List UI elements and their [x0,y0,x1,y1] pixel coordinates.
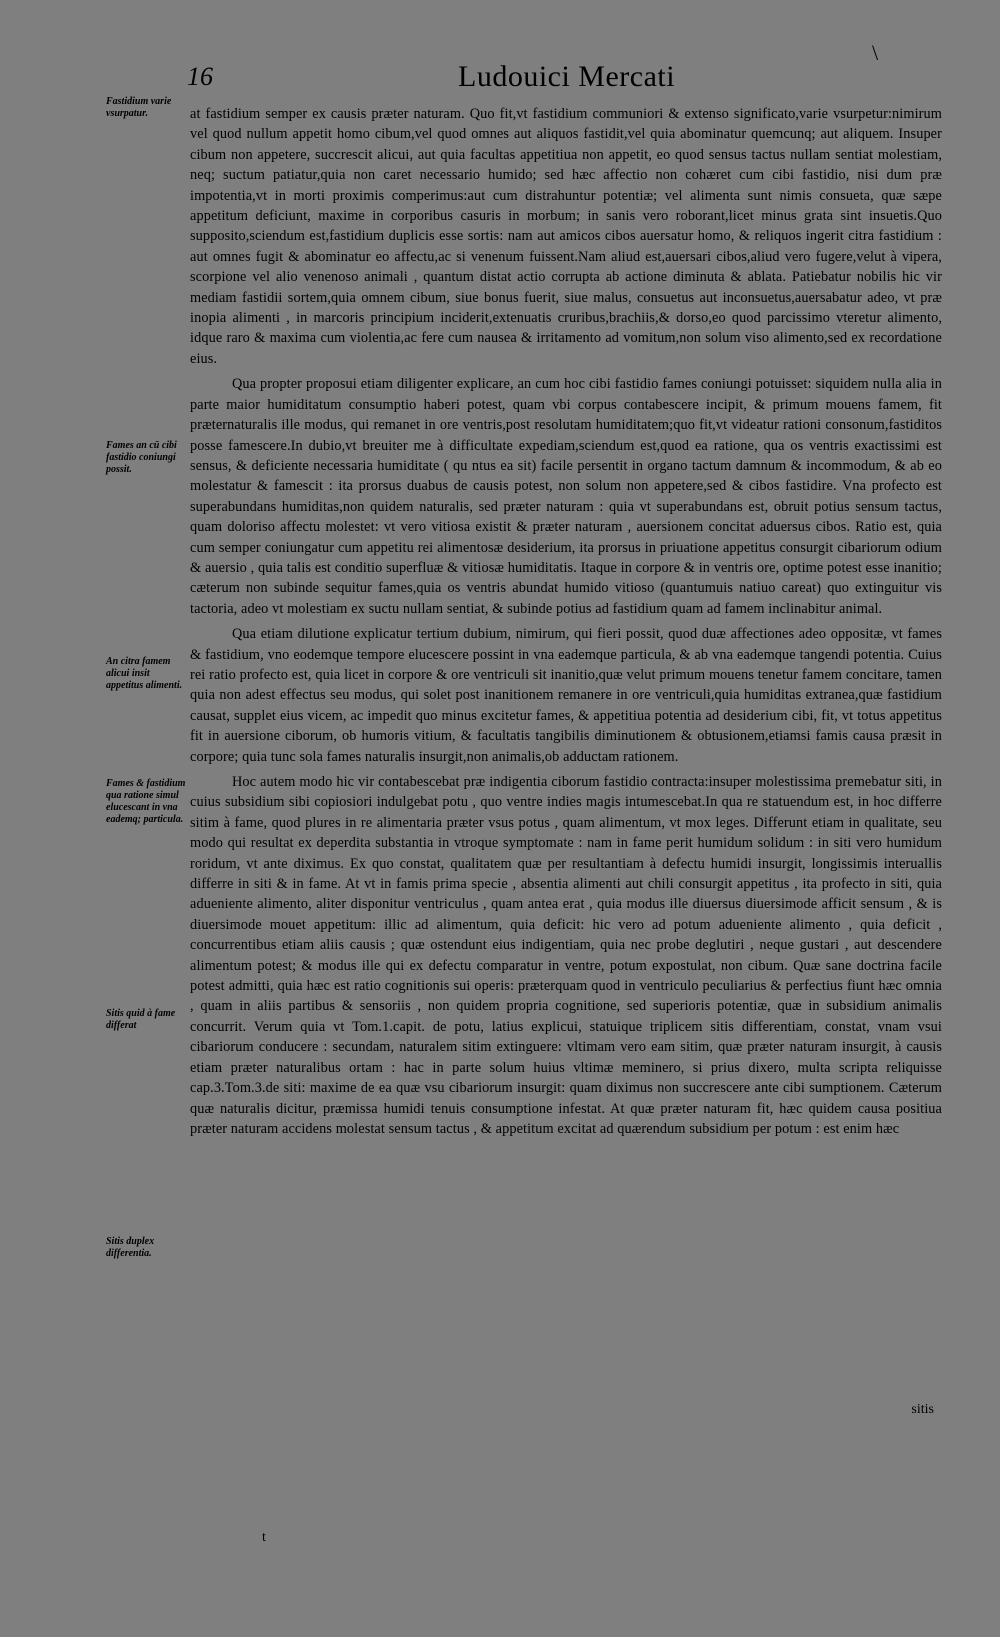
catchword: sitis [911,1402,934,1417]
page-number: 16 [187,62,213,91]
marginal-note: Fames & fastidium qua ratione simul elucescant in vna eademq; particula. [106,778,186,825]
marginal-note: Fastidium varie vsurpatur. [106,96,172,119]
paragraph: Qua propter proposui etiam diligenter explicare, an cum hoc cibi fastidio fames coniungi potuisset: siquidem nulla alia in parte maior humiditatum consumptio haberi potest, quam vbi corpus contabescere incipit, & primum mouens famem, fit præternaturalis ille modus, qui remanet in ore ventris,post resolutam humiditatem;quo fit,vt videatur rationi consonum,fastiditos posse famescere.In dubio,vt breuiter me à difficultate expediam,sciendum est,quod ea ratione, qua os ventris exactissimi est sensus, & deficiente necessaria humiditate ( qu ntus ea sit) facile persentit in organo tactum damnum & incommodum, & ab eo molestatur & famescit : ita prorsus duabus de causis potest, non solum non appetere,sed & cibos fastidire. Vna profecto est superabundans humiditas,non quidem naturalis, sed præter naturam : quia vt superabundans est, obruit potius sensum tactus, quam doloriso affectu molestet: vt vero vitiosa existit & præter naturam , auersionem concitat aduersus cibos. Ratio est, quia cum semper coniungatur cum appetitu rei alimentosæ desiderium, ita prorsus in priuatione appetitus consurgit cibariorum odium & auersio , quia talis est conditio superfluæ & vitiosæ humiditatis. Itaque in corpore & in ventris ore, optime potest esse inanitio; cæterum non subinde sequitur fames,quia os ventris abundat humido vitioso (quantumuis natiuo careat) quo extinguitur vis tactoria, adeo vt molestiam ex suctu nullam sentiat, & subinde potius ad fastidium quam ad famem inclinabitur animal. [190,376,942,617]
running-head: Ludouici Mercati [458,60,676,93]
marginal-note: Sitis duplex differentia. [106,1236,155,1259]
main-text [190,104,942,1139]
paragraph: Hoc autem modo hic vir contabescebat præ indigentia ciborum fastidio contracta:insuper molestissima premebatur siti, in cuius subsidium sibi copiosiori indulgebat potu , quo ventre indies magis intumescebat.In qua re statuendum est, in hoc differre sitim à fame, quod plures in re alimentaria præter vsus potus , quam alimentum, vt mox leges. Differunt etiam in qualitate, seu modo qui resultat ex deperdita substantia in vtroque symptomate : nam in fame perit humidum solidum : in siti vero humidum roridum, vt ante diximus. Ex quo constat, qualitatem quæ per resultantiam à defectu humidi insurgit, longissimis interuallis differre in siti & in fame. At vt in famis prima specie , absentia alimenti aut chili consurgit appetitus , ita profecto in siti, quia adueniente alimento, aliter disponitur ventriculus , quam antea erat , quia modus ille diuersus diuersimode afficit sensum , & is diuersimode mouet appetitum: illic ad alimentum, quia deficit: hic vero ad potum adueniente alimento , quia deficit , concurrentibus etiam aliis causis ; quæ ostendunt eius indigentiam, quia nec probe deglutiri , neque gustari , aut descendere alimentum potest; & modus ille qui ex defectu comparatur in ventre, potum expostulat, non cibum. Quæ sane doctrina facile potest admitti, quia hæc est ratio cognitionis sui operis: præterquam quod in ventriculo peculiarius & perfectius fiunt hæc omnia , quam in aliis partibus & sensoriis , non quidem propria cognitione, sed superioris potentiæ, quæ in subsidium animalis concurrit. Verum quia vt Tom.1.capit. de potu, latius explicui, statuique triplicem sitis differentiam, constat, vnam vsui cibariorum conducere : secundam, naturalem sitim extinguere: vltimam vero eam sitim, quæ præter naturam insurgit, à causis etiam præter naturalibus ortam : hac in parte solum huius vltimæ meminero, si prius dixero, multa scripta reliquisse cap.3.Tom.3.de siti: maxime de ea quæ vsu cibariorum insurgit: quam diximus non succrescere ante cibi sumptionem. Cæterum quæ naturalis dicitur, præmissa humidi tenuis consumptione infestat. At quæ præter naturam fit, hæc quidem causa positiua præter naturam accidens molestat sensum tactus , & appetitum excitat ad quærendum subsidium per potum : est enim hæc [190,774,942,1137]
marginal-note: An citra famem alicui insit appetitus alimenti. [106,656,183,691]
corner-mark: \ [872,40,879,65]
footer-mark: t [262,1530,266,1545]
marginal-note: Fames an cū cibi fastidio coniungi possit. [106,440,177,475]
marginal-note: Sitis quid à fame differat [106,1008,176,1031]
paragraph: Qua etiam dilutione explicatur tertium dubium, nimirum, qui fieri possit, quod duæ affectiones adeo oppositæ, vt fames & fastidium, vno eodemque tempore elucescere possint in vna eademque particula, & ab vna eademque tangendi potentia. Cuius rei ratio profecto est, quia licet in corpore & ore ventriculi sit inanitio,quæ velut primum mouens tenetur famem concitare, tamen quia non adest effectus seu modus, qui solet post inanitionem remanere in ore ventriculi,quia humiditas extranea,quæ fastidium causat, supplet eius vicem, ac impedit quo minus excitetur fames, & appetitiua potentia ad desiderium cibi, fit, vt totus appetitus fit in auersione ciborum, ob humoris vitium, & facultatis tangibilis diminutionem & obtusionem,etiamsi famis causa præsit in corpore; quia tunc sola fames naturalis insurgit,non animalis,ob adductam rationem. [190,626,942,765]
paragraph: at fastidium semper ex causis præter naturam. Quo fit,vt fastidium communiori & extenso significato,varie vsurpetur:nimirum vel quod nullum appetit homo cibum,vel quod omnes aut aliquos fastidit,vel quia abominatur quemcunq; aut aliquem. Insuper cibum non appetere, succrescit alicui, aut quia facultas appetitiua non appetit, eo quod sensus tactus nullam sentiat molestiam, neq; suctum patiatur,quia non caret necessario humido; sed hæc affectio non cohæret cum cibi fastidio, nisi dum præ impotentia,vt in morti proximis comperimus:aut cum distrahuntur potentiæ; vel alimenta sunt nimis consueta, quæ sæpe appetitum deficiunt, maxime in corporibus casuris in morbum; in sanis vero roborant,licet minus grata sint insuetis.Quo supposito,sciendum est,fastidium duplicis esse sortis: nam aut amicos cibos auersatur homo, & reliquos ingerit citra fastidium : aut omnes fugit & abominatur eo affectu,ac si venenum fuissent.Nam aliud est,auersari cibos,aliud vero fugere,velut à vipera, scorpione vel alio venenoso animali , quantum distat actio corrupta ab actione diminuta & ablata. Patiebatur nobilis hic vir mediam fastidii sortem,quia omnem cibum, siue bonus fuerit, siue malus, consuetus aut inconsuetus,auersabatur adeo, vt præ inopia alimenti , in marcoris principium inciderit,extenuatis cruribus,brachiis,& dorso,eo quod parcissimo vteretur alimento, idque raro & maxima cum violentia,ac fere cum nausea & irritamento ad vomitum,non solum viso alimento,sed ex recordatione eius. [190,106,942,367]
